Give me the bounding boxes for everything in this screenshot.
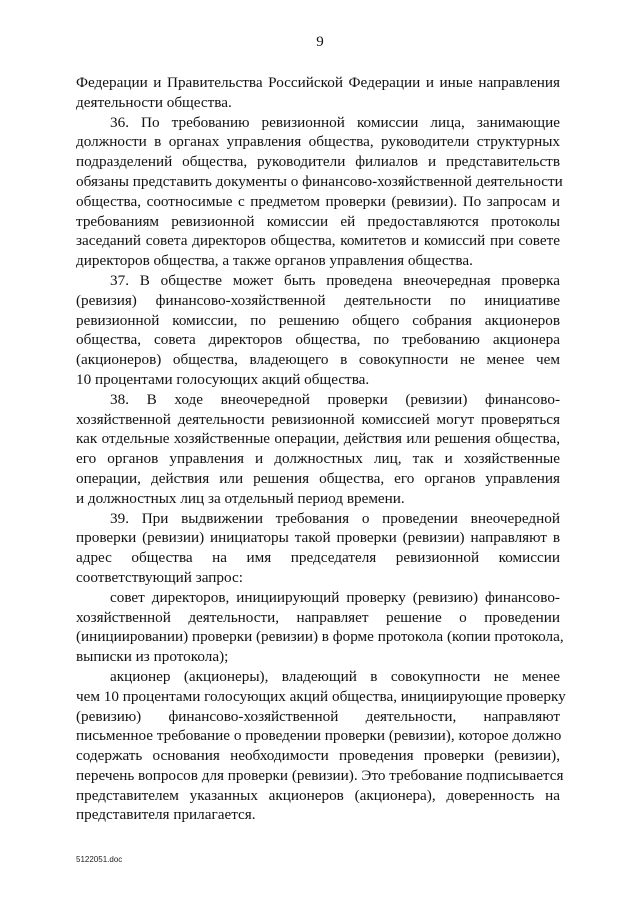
text-line: представителя прилагается.: [76, 806, 256, 824]
text-line: хозяйственной деятельности ревизионной комиссией могут проверяться: [76, 410, 560, 428]
paragraph-39: [76, 509, 560, 588]
paragraph-board-request: [76, 588, 564, 667]
paragraph-37: [76, 271, 560, 390]
text-line: 10 процентами голосующих акций общества.: [76, 370, 370, 388]
text-line: 38. В ходе внеочередной проверки (ревизии) финансово-: [110, 390, 560, 408]
text-line: общества, совета директоров общества, по требованию акционера: [76, 331, 560, 349]
text-line: совет директоров, инициирующий проверку (ревизию) финансово-: [110, 588, 560, 606]
paragraph-38: [76, 390, 560, 509]
text-line: ревизионной комиссии, по решению общего собрания акционеров: [76, 311, 560, 329]
text-line: представителем указанных акционеров (акционера), доверенность на: [76, 786, 560, 804]
text-line: содержать основания необходимости проведения проверки (ревизии),: [76, 747, 560, 765]
page-number: 9: [316, 34, 324, 50]
text-line: его органов управления и должностных лиц, так и хозяйственные: [76, 450, 560, 468]
text-line: операции, действия или решения общества, его органов управления: [76, 469, 560, 487]
text-line: выписки из протокола);: [76, 648, 229, 666]
text-line: письменное требование о проведении проверки (ревизии), которое должно: [76, 727, 562, 745]
text-line: и должностных лиц за отдельный период времени.: [76, 489, 405, 507]
text-line: как отдельные хозяйственные операции, действия или решения общества,: [76, 430, 560, 448]
text-line: (ревизию) финансово-хозяйственной деятельности, направляют: [76, 707, 560, 725]
text-line: перечень вопросов для проверки (ревизии). Это требование подписывается: [76, 766, 564, 784]
text-line: (ревизия) финансово-хозяйственной деятельности по инициативе: [76, 291, 560, 309]
text-line: подразделений общества, руководители филиалов и представительств: [76, 153, 560, 171]
text-line: директоров общества, а также органов управления общества.: [76, 252, 473, 270]
text-line: 36. По требованию ревизионной комиссии лица, занимающие: [110, 113, 560, 131]
text-line: 39. При выдвижении требования о проведении внеочередной: [110, 509, 560, 527]
text-line: общества, соотносимые с предметом проверки (ревизии). По запросам и: [76, 192, 560, 210]
text-line: проверки (ревизии) инициаторы такой проверки (ревизии) направляют в: [76, 529, 560, 547]
text-line: требованиям ревизионной комиссии ей предоставляются протоколы: [76, 212, 560, 230]
text-line: деятельности общества.: [76, 93, 232, 111]
paragraph-continuation: [76, 73, 560, 113]
text-line: акционер (акционеры), владеющий в совокупности не менее: [110, 667, 560, 685]
text-line: обязаны представить документы о финансово-хозяйственной деятельности: [76, 172, 563, 190]
text-line: хозяйственной деятельности, направляет решение о проведении: [76, 608, 560, 626]
text-line: (инициировании) проверки (ревизии) в форме протокола (копии протокола,: [76, 628, 564, 646]
text-line: адрес общества на имя председателя ревизионной комиссии: [76, 549, 560, 567]
paragraph-36: [76, 113, 563, 271]
text-line: соответствующий запрос:: [76, 568, 243, 586]
text-line: должности в органах управления общества, руководители структурных: [76, 133, 560, 151]
paragraph-shareholder-request: [76, 667, 566, 825]
text-line: чем 10 процентами голосующих акций общества, инициирующие проверку: [76, 687, 566, 705]
text-line: Федерации и Правительства Российской Федерации и иные направления: [76, 74, 560, 91]
text-line: 37. В обществе может быть проведена внеочередная проверка: [110, 271, 560, 289]
text-line: заседаний совета директоров общества, комитетов и комиссий при совете: [76, 232, 560, 250]
document-body: [76, 73, 566, 825]
text-line: (акционеров) общества, владеющего в совокупности не менее чем: [76, 351, 560, 369]
file-name-footer: 5122051.doc: [76, 855, 123, 864]
